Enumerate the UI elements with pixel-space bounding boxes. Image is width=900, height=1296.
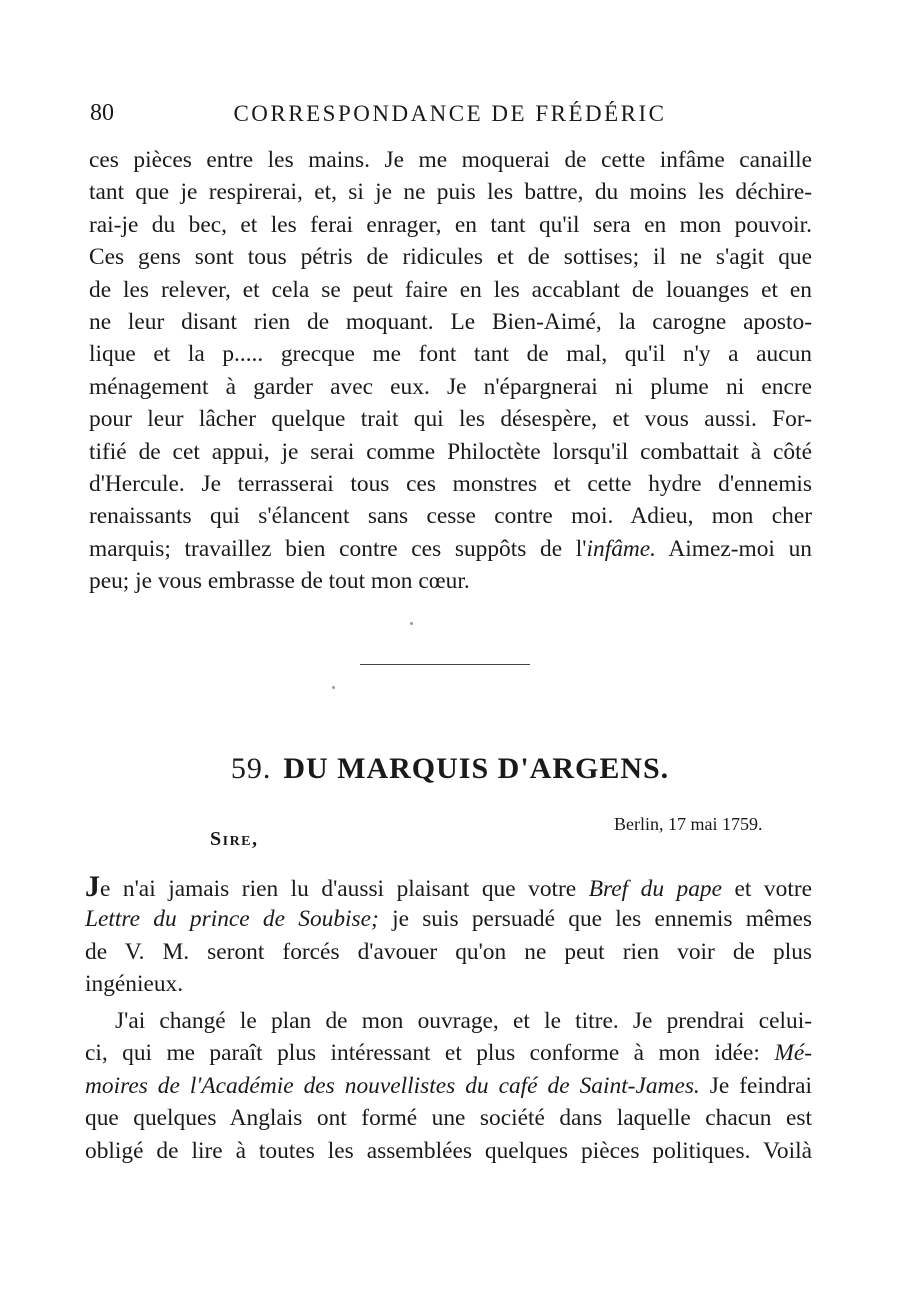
running-head: CORRESPONDANCE DE FRÉDÉRIC	[233, 101, 667, 126]
text-line: ces pièces entre les mains. Je me moquerai de cette infâme canaille	[89, 147, 812, 173]
ornament-dot	[410, 622, 413, 625]
text-line	[85, 1037, 812, 1069]
text-run: et votre	[722, 876, 812, 902]
italic-run: Lettre du prince de Soubise;	[85, 906, 379, 933]
italic-run: moires de l'Académie des nouvellistes du café de Saint-James.	[85, 1072, 700, 1099]
text-run: Je feindrai	[699, 1072, 812, 1099]
italic-run: Mé-	[774, 1040, 812, 1067]
italic-run: infâme.	[586, 535, 657, 562]
text-run: ci, qui me paraît plus intéressant et plus conforme à mon idée:	[85, 1040, 775, 1067]
page-number: 80	[90, 100, 114, 126]
text-line: ne leur disant rien de moquant. Le Bien-Aimé, la carogne aposto-	[89, 308, 812, 335]
ornament-dot	[332, 686, 335, 689]
text-line: renaissants qui s'élancent sans cesse contre moi. Adieu, mon cher	[89, 503, 812, 530]
text-line: obligé de lire à toutes les assemblées quelques pièces politiques. Voilà	[85, 1137, 812, 1164]
text-line	[85, 1070, 812, 1102]
text-line: Ces gens sont tous pétris de ridicules et de sottises; il ne s'agit que	[89, 244, 812, 271]
text-line: que quelques Anglais ont formé une société dans laquelle chacun est	[85, 1105, 812, 1132]
text-line	[85, 903, 812, 935]
drop-cap: J	[85, 870, 100, 903]
text-line	[89, 533, 812, 565]
text-run: Aimez-moi un	[656, 535, 813, 562]
text-line: peu; je vous embrasse de tout mon cœur.	[89, 568, 470, 595]
section-rule	[360, 664, 530, 665]
text-line: lique et la p..... grecque me font tant de mal, qu'il n'y a aucun	[89, 341, 812, 368]
text-run: je suis persuadé que les ennemis mêmes	[378, 906, 812, 933]
italic-run: Bref du pape	[588, 876, 723, 902]
letter-paragraph-2	[85, 1005, 812, 1167]
dateline: Berlin, 17 mai 1759.	[614, 814, 763, 834]
text-line: J'ai changé le plan de mon ouvrage, et le titre. Je prendrai celui-	[115, 1008, 812, 1034]
text-line: pour leur lâcher quelque trait qui les désespère, et vous aussi. For-	[89, 406, 812, 433]
text-line: ménagement à garder avec eux. Je n'épargnerai ni plume ni encre	[89, 373, 812, 400]
text-line: tifié de cet appui, je serai comme Philoctète lorsqu'il combattait à côté	[89, 438, 812, 465]
text-line: ingénieux.	[85, 971, 184, 998]
text-run: e n'ai jamais rien lu d'aussi plaisant que votre	[100, 876, 589, 902]
text-line: de V. M. seront forcés d'avouer qu'on ne peut rien voir de plus	[85, 938, 812, 965]
salutation: Sire,	[210, 828, 259, 850]
text-line: de les relever, et cela se peut faire en les accablant de louanges et en	[89, 276, 812, 303]
letter-number: 59.	[230, 752, 272, 785]
text-line	[85, 871, 812, 903]
text-line: tant que je respirerai, et, si je ne puis les battre, du moins les déchire-	[89, 179, 812, 206]
letter-heading: DU MARQUIS D'ARGENS.	[283, 752, 670, 785]
continuation-text	[89, 144, 812, 597]
text-run: marquis; travaillez bien contre ces suppôts de l'	[89, 535, 587, 562]
text-line: rai-je du bec, et les ferai enrager, en tant qu'il sera en mon pouvoir.	[89, 211, 812, 238]
text-line: d'Hercule. Je terrasserai tous ces monstres et cette hydre d'ennemis	[89, 470, 812, 497]
letter-title	[0, 752, 900, 786]
letter-paragraph-1	[85, 871, 812, 1001]
